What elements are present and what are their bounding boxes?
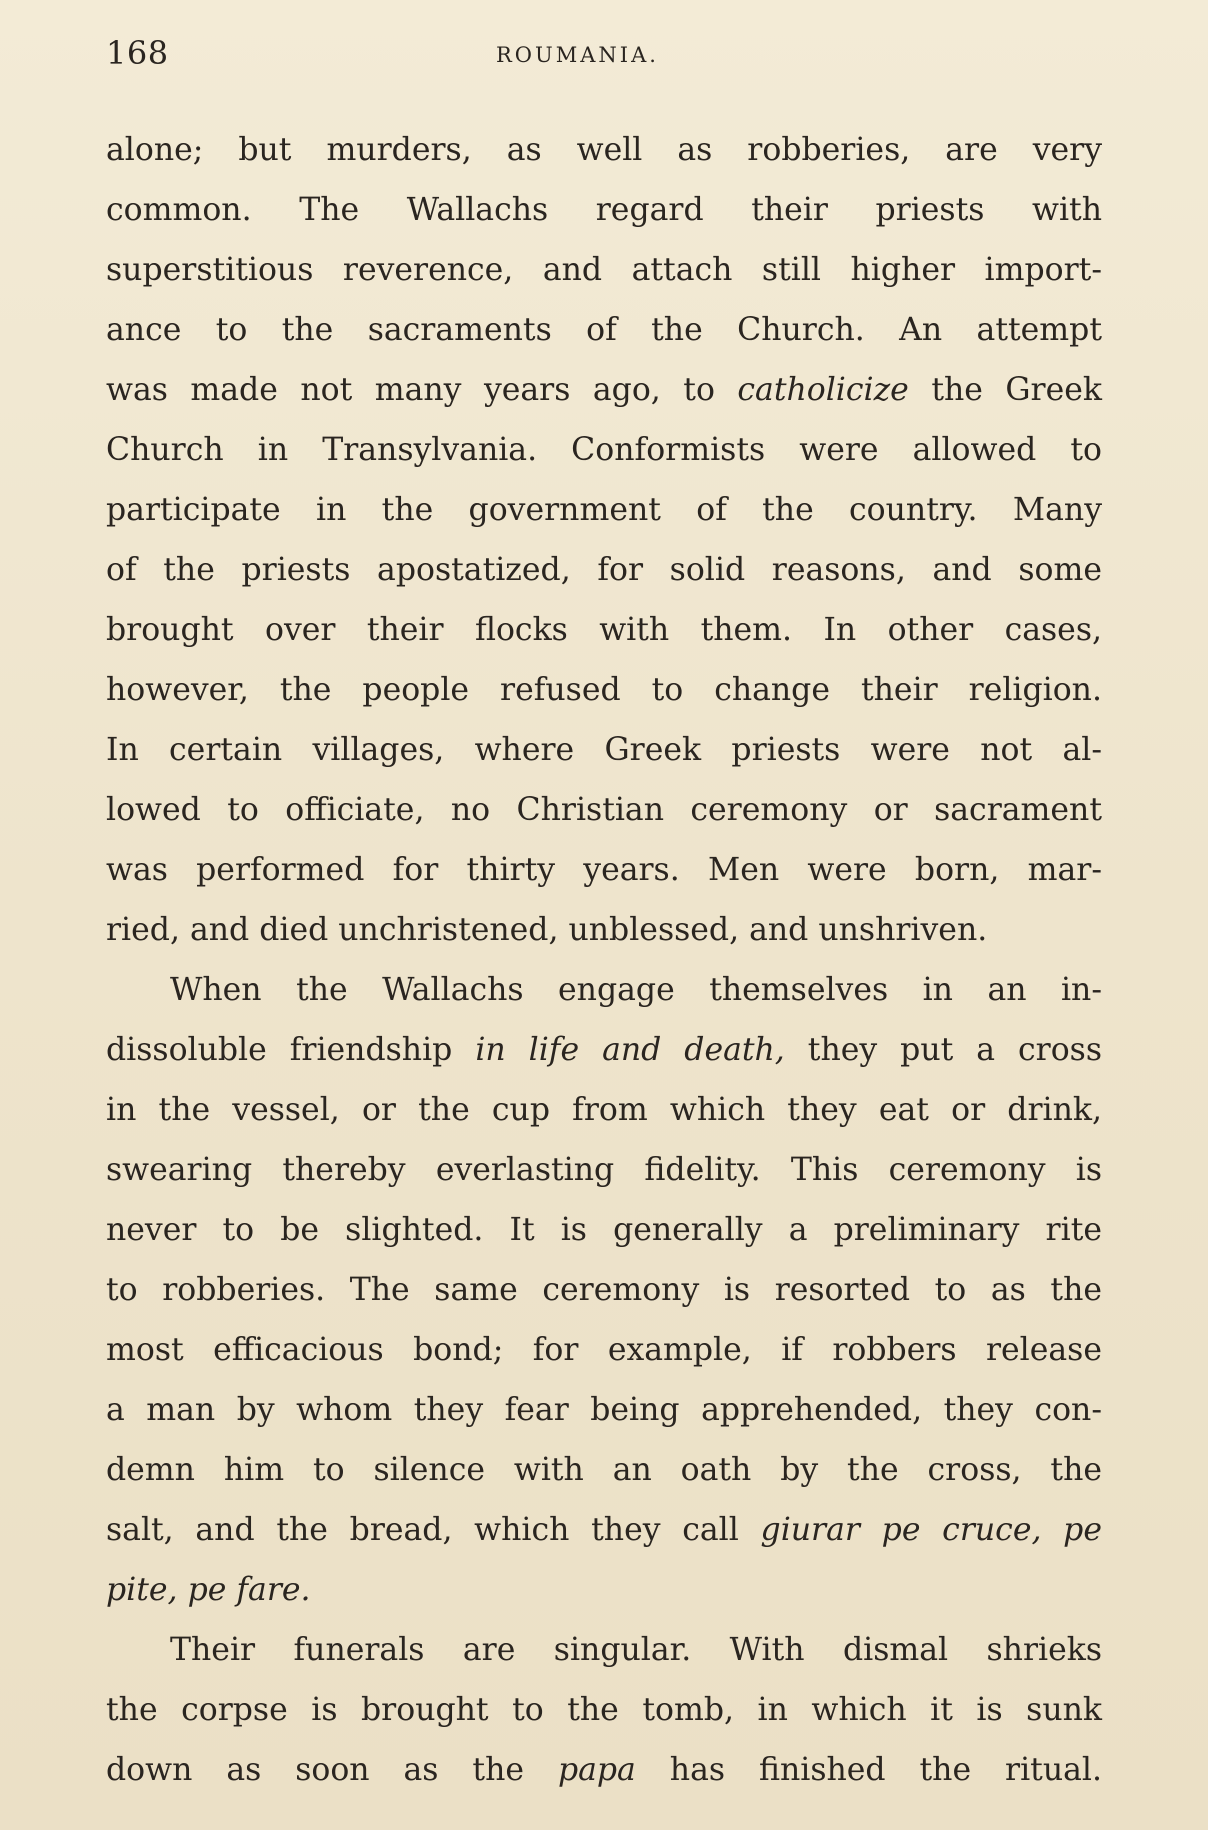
text-line: of the priests apostatized, for solid reasons, and some xyxy=(106,552,1102,588)
text-line: In certain villages, where Greek priests were not al- xyxy=(106,732,1102,768)
body-text xyxy=(106,120,1102,1800)
text-line: lowed to officiate, no Christian ceremony or sacrament xyxy=(106,792,1102,828)
text-line: common. The Wallachs regard their priests with xyxy=(106,192,1102,228)
text-line: to robberies. The same ceremony is resorted to as the xyxy=(106,1272,1102,1308)
text-run: salt, and the bread, which they call xyxy=(106,1512,761,1548)
text-line: brought over their flocks with them. In other cases, xyxy=(106,612,1102,648)
italic-term: in life and death, xyxy=(475,1032,785,1068)
text-line: demn him to silence with an oath by the cross, the xyxy=(106,1452,1102,1488)
text-run: has finished the ritual. xyxy=(635,1752,1103,1788)
italic-term: giurar pe cruce, pe xyxy=(760,1512,1102,1548)
text-line: never to be slighted. It is generally a preliminary rite xyxy=(106,1212,1102,1248)
page-number: 168 xyxy=(106,34,169,72)
text-run: was made not many years ago, to xyxy=(106,372,738,408)
italic-term: pite, pe fare. xyxy=(106,1572,311,1608)
italic-term: catholicize xyxy=(737,372,909,408)
text-line: participate in the government of the country. Many xyxy=(106,492,1102,528)
text-run: they put a cross xyxy=(784,1032,1102,1068)
text-line: alone; but murders, as well as robberies, are very xyxy=(106,132,1102,168)
running-title: ROUMANIA. xyxy=(496,43,659,67)
text-line xyxy=(106,1500,1102,1560)
text-line xyxy=(106,360,1102,420)
text-line xyxy=(106,1740,1102,1800)
text-line: however, the people refused to change their religion. xyxy=(106,672,1102,708)
text-run: the Greek xyxy=(908,372,1102,408)
text-line: a man by whom they fear being apprehended, they con- xyxy=(106,1392,1102,1428)
paragraph-end-line xyxy=(106,1560,1102,1620)
text-run: down as soon as the xyxy=(106,1752,558,1788)
text-line: was performed for thirty years. Men were born, mar- xyxy=(106,852,1102,888)
paragraph-start-line: Their funerals are singular. With dismal shrieks xyxy=(170,1632,1102,1668)
text-line: the corpse is brought to the tomb, in which it is sunk xyxy=(106,1692,1102,1728)
paragraph-end-line: ried, and died unchristened, unblessed, and unshriven. xyxy=(106,912,988,948)
text-line: Church in Transylvania. Conformists were allowed to xyxy=(106,432,1102,468)
text-line: ance to the sacraments of the Church. An attempt xyxy=(106,312,1102,348)
italic-term: papa xyxy=(557,1752,636,1788)
paragraph-start-line: When the Wallachs engage themselves in an in- xyxy=(170,972,1102,1008)
text-run: dissoluble friendship xyxy=(106,1032,476,1068)
text-line: in the vessel, or the cup from which they eat or drink, xyxy=(106,1092,1102,1128)
text-line xyxy=(106,1020,1102,1080)
running-head xyxy=(106,34,1102,74)
text-line: swearing thereby everlasting fidelity. This ceremony is xyxy=(106,1152,1102,1188)
text-line: superstitious reverence, and attach still higher import- xyxy=(106,252,1102,288)
text-line: most efficacious bond; for example, if robbers release xyxy=(106,1332,1102,1368)
